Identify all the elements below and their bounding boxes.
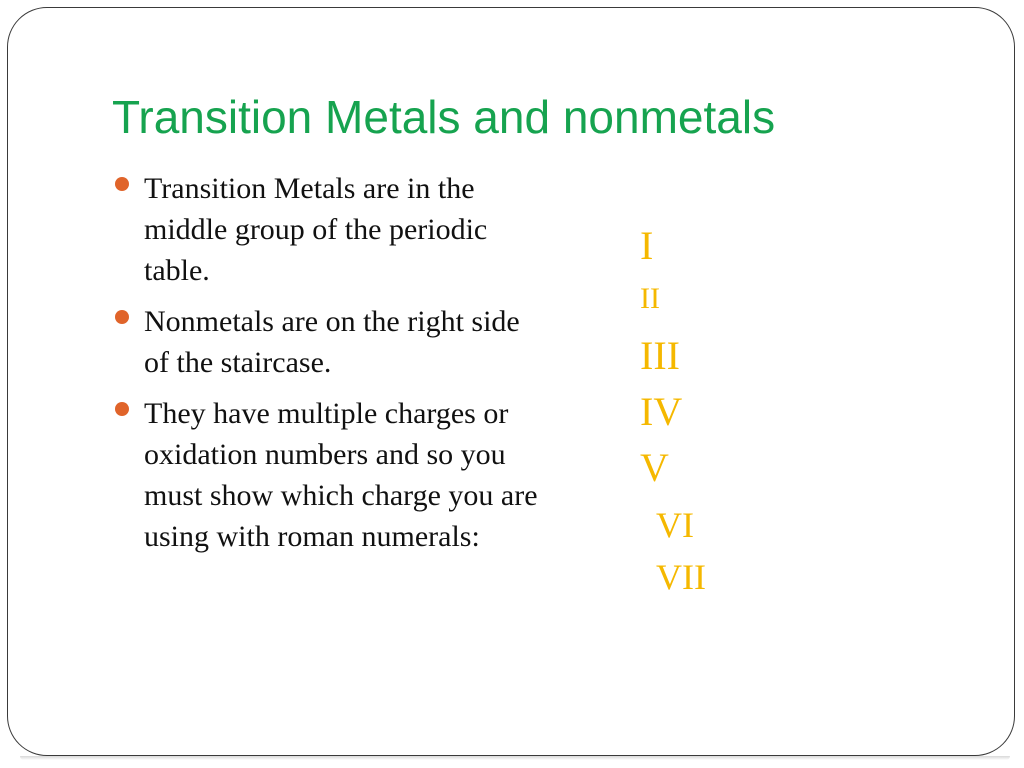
bullet-dot-icon [115, 310, 129, 324]
bullet-text: Transition Metals are in the middle group of the periodic table. [144, 172, 488, 287]
bullet-item-charges [112, 393, 552, 557]
roman-numeral-4: IV [640, 389, 683, 434]
roman-numeral-2: II [640, 282, 660, 315]
bullet-dot-icon [115, 177, 129, 191]
slide-title: Transition Metals and nonmetals [112, 91, 776, 143]
bullet-list [112, 168, 552, 567]
bullet-dot-icon [115, 402, 129, 416]
roman-numeral-7: VII [656, 557, 706, 597]
roman-numeral-6: VI [656, 505, 694, 545]
bullet-item-transition-metals [112, 168, 552, 291]
bullet-text: They have multiple charges or oxidation numbers and so you must show which charge you are using with roman numerals: [144, 397, 538, 553]
frame-shadow [20, 756, 1010, 760]
roman-numeral-5: V [640, 445, 669, 490]
roman-numeral-3: III [640, 333, 680, 378]
roman-numeral-1: I [640, 223, 654, 268]
bullet-item-nonmetals [112, 301, 552, 383]
bullet-text: Nonmetals are on the right side of the staircase. [144, 305, 520, 379]
